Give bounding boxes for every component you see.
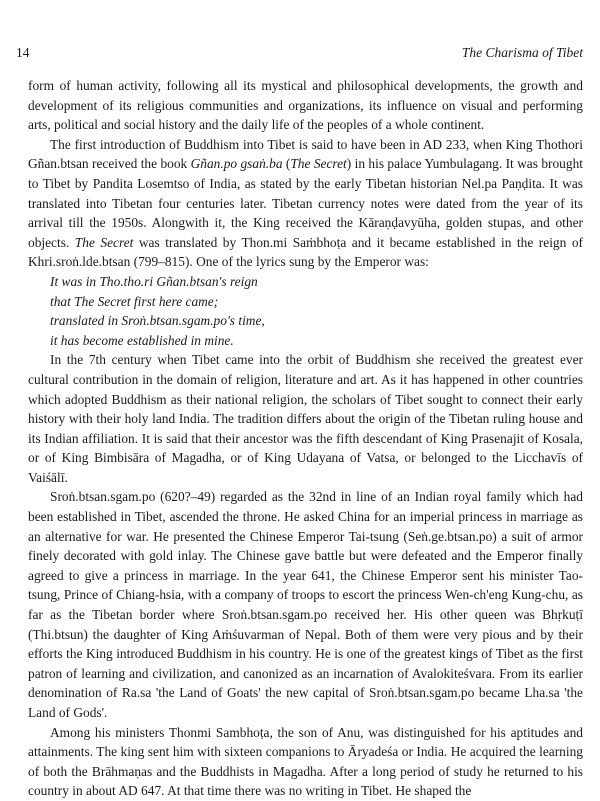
running-title: The Charisma of Tibet — [461, 45, 583, 60]
body-text — [28, 76, 583, 801]
book-title-tibetan: Gñan.po gsaṅ.ba — [190, 156, 283, 172]
verse-line: It was in Tho.tho.ri Gñan.btsan's reign — [50, 273, 258, 289]
verse-line: that The Secret first here came; — [50, 293, 219, 309]
paragraph-continuation: form of human activity, following all its mystical and philosophical developments, the growth and development of its religious communities and organizations, its influence on visual and performing arts, political and social history and the daily life of the peoples of a whole continent. — [28, 78, 583, 133]
page-header — [16, 45, 583, 63]
verse-line: it has become established in mine. — [50, 332, 234, 348]
text-segment: ( — [282, 156, 291, 172]
paragraph-thonmi-sambhota: Among his ministers Thonmi Sambhoṭa, the son of Anu, was distinguished for his aptitudes and attainments. The king sent him with sixteen companions to Āryadeśa or India. He acquired the learning of both the Brāhmaṇas and the Buddhists in Magadha. After a long period of study he returned to his country in about AD 647. At that time there was no writing in Tibet. He shaped the — [28, 724, 583, 799]
paragraph-buddhism-introduction — [28, 135, 583, 272]
text-segment: was translated by Thon.mi Saṁbhoṭa and it became established in the reign of Khri.sroṅ.lde.btsan (799–815). One of the lyrics sung by the Emperor was: — [28, 234, 583, 270]
paragraph-srong-btsan: Sroṅ.btsan.sgam.po (620?–49) regarded as the 32nd in line of an Indian royal family which had been established in Tibet, ascended the throne. He asked China for an imperial princess in marriage as an alternative for war. He presented the Chinese Emperor Tai-tsung (Seṅ.ge.btsan.po) a suit of armor finely decorated with gold inlay. The Chinese gave battle but were defeated and the Emperor finally agreed to give a princess in marriage. In the year 641, the Chinese Emperor sent his minister Tao-tsung, Prince of Chiang-hsia, with a company of troops to escort the princess Wen-ch'eng Kung-chu, as far as the Tibetan border where Sroṅ.btsan.sgam.po received her. His other queen was Bhṛkuṭī (Thi.btsun) the daughter of King Aṁśuvarman of Nepal. Both of them were very pious and by their efforts the King introduced Buddhism in his country. He is one of the greatest kings of Tibet as the first patron of learning and civilization, and canonized as an incarnation of Avalokiteśvara. From its earlier denomination of Ra.sa 'the Land of Goats' the new capital of Sroṅ.btsan.sgam.po became Lha.sa 'the Land of Gods'. — [28, 489, 583, 720]
book-title-english: The Secret — [290, 156, 347, 172]
book-title-english: The Secret — [74, 234, 134, 250]
verse-quote — [50, 272, 583, 350]
text-segment: ) in his palace Yumbulagang. It was brought to Tibet by Pandita Losemtso of India, as stated by the early Tibetan historian Nel.pa Paṇḍita. It was translated into Tibetan four centuries later. Tibetan currency notes were dated from the year of its arrival till the 1950s. Alongwith it, the King received the Kāraṇḍavyūha, golden stupas, and other objects. — [28, 156, 583, 250]
verse-line: translated in Sroṅ.btsan.sgam.po's time, — [50, 313, 265, 329]
paragraph-seventh-century: In the 7th century when Tibet came into the orbit of Buddhism she received the greatest ever cultural contribution in the domain of religion, literature and art. As it has happened in other countries which adopted Buddhism as their national religion, the scholars of Tibet sought to connect their early history with their holy land India. The tradition differs about the origin of the Tibetan ruling house and its Indian affiliation. It is said that their ancestor was the fifth descendant of King Prasenajit of Kosala, or of King Bimbisāra of Magadha, or of King Udayana of Vatsa, or belonged to the Licchavīs of Vaiśālī. — [28, 352, 583, 485]
page-number: 14 — [16, 45, 30, 60]
text-segment: The first introduction of Buddhism into Tibet is said to have been in AD 233, when King Thothori Gñan.btsan received the book — [28, 136, 583, 172]
